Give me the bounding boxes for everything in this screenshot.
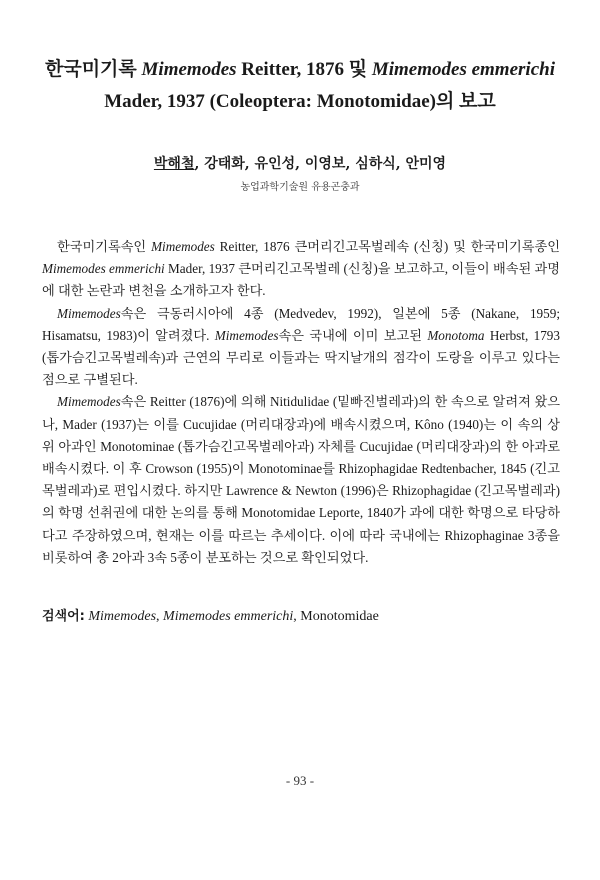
abstract-body [42,236,560,569]
paper-title [40,54,560,118]
italic-term: Mimemodes emmerichi [163,609,294,624]
keywords-list [85,609,379,624]
paragraph-1 [42,236,560,303]
italic-term: Monotoma [427,327,485,343]
paragraph-2 [42,303,560,392]
text-run: 속은 Reitter (1876)에 의해 Nitidulidae (밑빠진벌레과)의 한 속으로 알려져 왔으나, Mader (1937)는 이를 Cucujidae (머리대장과)에 배속시켰으며, Kôno (1940)는 이 속의 상위 아과인 Monotominae (톱가슴긴고목벌레아과) 자체를 Cucujidae (머리대장과)의 한 아과로 배속시켰다. 이 후 Crowson (1955)이 Monotominae를 Rhizophagidae Redtenbacher, 1845 (긴고목벌레과)로 편입시켰다. 하지만 Lawrence & Newton (1996)은 Rhizophagidae (긴고목벌레과)의 학명 선취권에 대한 논의를 통해 Monotomidae Leporte, 1840가 과에 대한 학명으로 타당하다고 주장하였으며, 현재는 이를 따르는 추세이다. 이에 따라 국내에는 Rhizophaginae 3종을 비롯하여 총 2아과 3속 5종이 분포하는 것으로 확인되었다. [42,394,560,565]
text-run: 속은 국내에 이미 보고된 [278,327,428,343]
co-authors: , 강태화, 유인성, 이영보, 심하식, 안미영 [194,156,447,172]
page-number: - 93 - [285,773,315,788]
paragraph-3 [42,391,560,569]
text-run: 한국미기록속인 [57,239,152,254]
italic-term: Mimemodes [151,239,215,254]
italic-term: Mimemodes [214,327,279,343]
title-line-2: Mader, 1937 (Coleoptera: Monotomidae)의 보고 [104,91,496,112]
text-run: Herbst, 1793 (톱가슴긴고목벌레속)과 근연의 무리로 이들과는 딱지날개의 점각이 도랑을 이루고 있다는 점으로 구별된다. [42,327,560,388]
text-run: Mader, 1937 큰머리긴고목벌레 (신칭)을 보고하고, 이들이 배속된 과명에 대한 논란과 변천을 소개하고자 한다. [42,261,560,299]
italic-term: Mimemodes [88,609,157,624]
text-run: , Monotomidae [293,609,379,624]
title-mid: Reitter, 1876 및 [236,59,372,80]
italic-term: Mimemodes [57,305,121,321]
text-run: , [156,609,164,624]
italic-term: Mimemodes emmerichi [42,261,165,277]
keywords [42,607,562,627]
title-prefix: 한국미기록 [45,59,142,80]
affiliation: 농업과학기술원 유용곤충과 [240,182,360,193]
first-author: 박해철 [153,156,195,172]
keywords-label: 검색어: [42,609,85,624]
title-species: Mimemodes emmerichi [371,59,555,80]
title-genus: Mimemodes [141,59,237,80]
author-list [40,154,560,174]
text-run: 속은 극동러시아에 4종 (Medvedev, 1992), 일본에 5종 (Nakane, 1959; Hisamatsu, 1983)이 알려졌다. [42,305,560,343]
title-line-1 [40,54,560,86]
italic-term: Mimemodes [57,394,121,410]
text-run: Reitter, 1876 큰머리긴고목벌레속 (신칭) 및 한국미기록종인 [214,239,560,254]
